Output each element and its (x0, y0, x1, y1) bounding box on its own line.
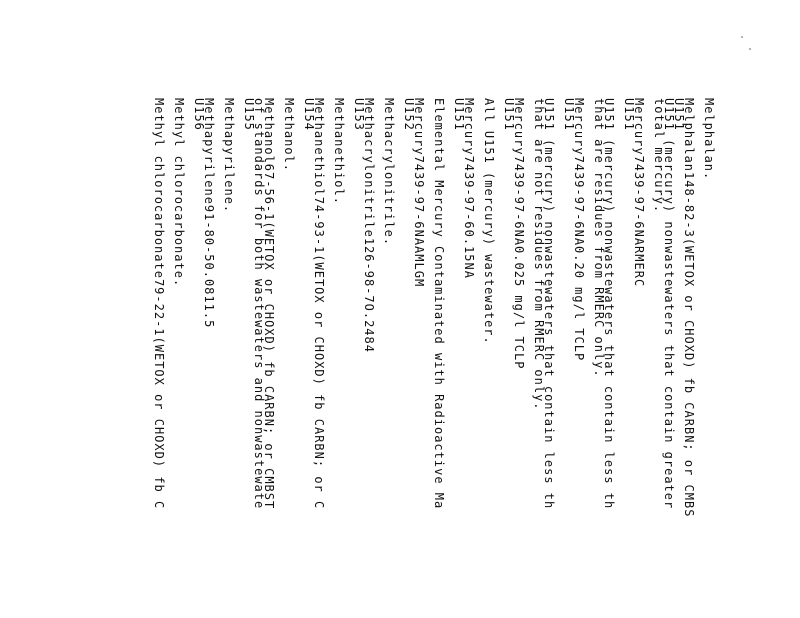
doc-line: Mercury7439-97-60.15NA (462, 98, 476, 279)
doc-line: U151 (622, 98, 636, 131)
doc-line: All U151 (mercury) wastewater. (482, 98, 496, 345)
doc-line: U151 (672, 98, 686, 131)
doc-line: Mercury7439-97-6NA0.20 mg/l TCLP (572, 98, 586, 362)
doc-line: Methanethiol74-93-1(WETOX or CHOXD) fb CARBN; or C (312, 98, 326, 510)
doc-line: U154 (302, 98, 316, 131)
doc-line: of standards for both wastewaters and nonwastewate (252, 98, 266, 510)
doc-line: Methanethiol. (332, 98, 346, 205)
doc-line: U151 (502, 98, 516, 131)
doc-line: U151 (mercury) nonwastewaters that contain greater (662, 98, 676, 510)
doc-line: Elemental Mercury Contaminated with Radioactive Ma (432, 98, 446, 510)
doc-line: U152 (402, 98, 416, 131)
doc-line: U151 (mercury) nonwastewaters that contain less th (542, 98, 556, 510)
doc-line: U151 (562, 98, 576, 131)
doc-line: U151 (mercury) nonwastewaters that contain less th (602, 98, 616, 510)
scan-speck (749, 48, 751, 50)
doc-line: Mercury7439-97-6NARMERC (632, 98, 646, 288)
doc-line: Methyl chlorocarbonate. (172, 98, 186, 288)
doc-line: U155 (242, 98, 256, 131)
doc-line: Methapyrilene. (222, 98, 236, 214)
doc-line: U153 (352, 98, 366, 131)
doc-line: Methacrylonitrile. (382, 98, 396, 247)
doc-line: U156 (192, 98, 206, 131)
doc-line: Methyl chlorocarbonate79-22-1(WETOX or CHOXD) fb C (152, 98, 166, 510)
doc-line: U151 (452, 98, 466, 131)
doc-line: Methacrylonitrile126-98-7O.2484 (362, 98, 376, 353)
doc-line: Melphalan148-82-3(WETOX or CHOXD) fb CARBN; or CMBS (682, 98, 696, 518)
doc-line: Mercury7439-97-6NAAMLGM (412, 98, 426, 288)
doc-line: total mercury. (652, 98, 666, 214)
doc-line: that are not residues from RMERC only. (532, 98, 546, 411)
scan-speck (741, 36, 743, 38)
doc-line: that are residues from RMERC only. (592, 98, 606, 378)
doc-line: Melphalan. (702, 98, 716, 181)
doc-line: Mercury7439-97-6NA0.025 mg/l TCLP (512, 98, 526, 370)
rotated-text-block (75, 98, 715, 618)
doc-line: Methapyrilene91-80-50.0811.5 (202, 98, 216, 329)
doc-line: Methanol67-56-1(WETOX or CHOXD) fb CARBN; or CMBST (262, 98, 276, 510)
doc-line: Methanol. (282, 98, 296, 173)
